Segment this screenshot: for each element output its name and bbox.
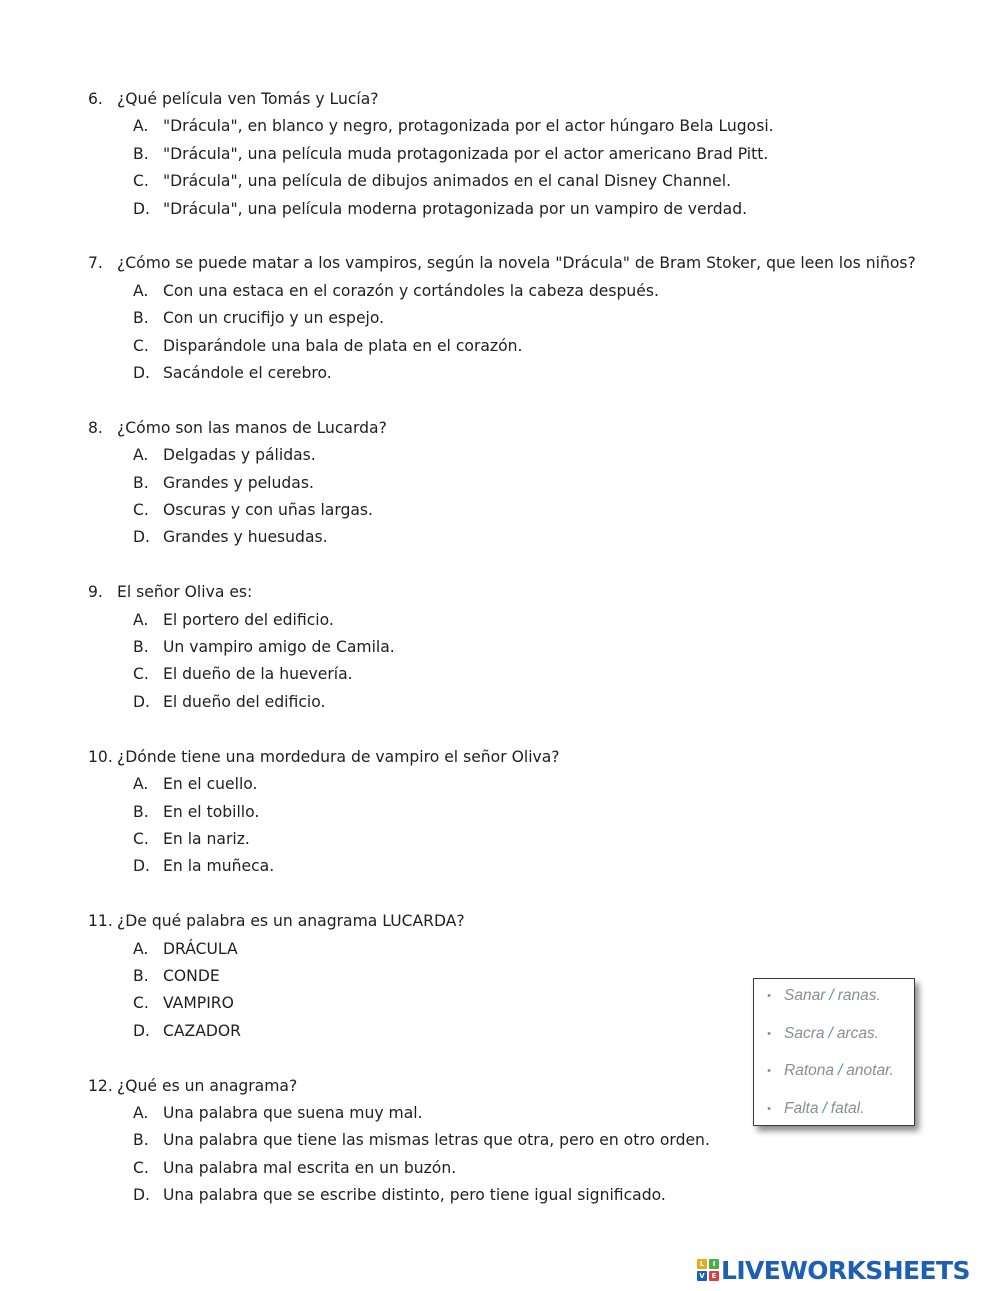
option-letter: B. [133, 802, 149, 821]
anagram-word: Sacra [784, 1024, 825, 1042]
option-letter: B. [133, 638, 149, 657]
anagram-example [754, 1062, 914, 1100]
option-letter: A. [133, 939, 149, 958]
question-number: 7. [88, 254, 103, 273]
anagram-word: Falta [784, 1099, 819, 1117]
option-letter: A. [133, 610, 149, 629]
option-letter: A. [133, 1103, 149, 1122]
option-letter: C. [133, 501, 149, 520]
anagram-result: fatal. [830, 1099, 865, 1117]
option-letter: D. [133, 857, 150, 876]
question-number: 11. [88, 912, 113, 931]
option-text: Con un crucifijo y un espejo. [163, 309, 385, 328]
question-row [88, 415, 948, 442]
option-letter: D. [133, 1186, 150, 1205]
option-text: Grandes y peludas. [163, 473, 314, 492]
question-block [88, 579, 948, 716]
option-letter: A. [133, 117, 149, 136]
option-text: CONDE [163, 966, 220, 985]
option-letter: C. [133, 994, 149, 1013]
logo-text: LIVEWORKSHEETS [721, 1255, 970, 1285]
question-block [88, 250, 948, 387]
anagram-result: anotar. [846, 1062, 894, 1079]
question-row [88, 250, 948, 277]
option-letter: D. [133, 692, 150, 711]
logo-mark-square: V [697, 1271, 707, 1281]
option-letter: B. [133, 1131, 149, 1150]
option-letter: C. [133, 1158, 149, 1177]
question-number: 9. [88, 583, 103, 602]
answer-option[interactable] [88, 661, 948, 688]
question-text: ¿Qué película ven Tomás y Lucía? [117, 90, 379, 108]
option-letter: A. [133, 281, 149, 300]
answer-option[interactable] [88, 360, 948, 387]
answer-option[interactable] [88, 442, 948, 469]
bullet-icon: • [767, 990, 771, 1002]
question-row [88, 86, 948, 113]
answer-option[interactable] [88, 333, 948, 360]
answer-option[interactable] [88, 689, 948, 716]
liveworksheets-logo [697, 1255, 970, 1285]
option-text: Delgadas y pálidas. [163, 446, 316, 465]
option-text: Grandes y huesudas. [163, 528, 328, 547]
answer-option[interactable] [88, 799, 948, 826]
answer-option[interactable] [88, 278, 948, 305]
anagram-slash: / [828, 1024, 833, 1042]
question-text: ¿Cómo se puede matar a los vampiros, según la novela "Drácula" de Bram Stoker, que leen los niños? [117, 254, 916, 273]
answer-option[interactable] [88, 634, 948, 661]
bullet-icon: • [767, 1027, 771, 1040]
question-number: 12. [88, 1076, 113, 1095]
answer-option[interactable] [88, 470, 948, 497]
anagram-examples-box [753, 978, 915, 1126]
option-letter: D. [133, 199, 150, 218]
anagram-result: ranas. [837, 987, 881, 1004]
option-letter: B. [133, 966, 149, 985]
option-text: En la muñeca. [163, 857, 275, 876]
question-row [88, 579, 948, 606]
logo-mark-square: L [697, 1259, 707, 1269]
option-letter: B. [133, 473, 149, 492]
option-text: El dueño de la huevería. [163, 665, 353, 684]
option-text: Una palabra que se escribe distinto, pero tiene igual significado. [163, 1186, 666, 1205]
option-text: Un vampiro amigo de Camila. [163, 638, 395, 657]
question-row [88, 908, 948, 935]
question-block [88, 415, 948, 552]
anagram-example [754, 1025, 914, 1063]
answer-option[interactable] [88, 936, 948, 963]
answer-option[interactable] [88, 771, 948, 798]
option-letter: D. [133, 1021, 150, 1040]
anagram-result: arcas. [836, 1024, 880, 1042]
option-text: En el tobillo. [163, 802, 260, 821]
option-text: Una palabra que suena muy mal. [163, 1103, 423, 1122]
option-text: "Drácula", en blanco y negro, protagonizada por el actor húngaro Bela Lugosi. [163, 117, 774, 136]
option-letter: D. [133, 528, 150, 547]
option-letter: A. [133, 775, 149, 794]
anagram-slash: / [837, 1062, 843, 1079]
option-text: Una palabra que tiene las mismas letras que otra, pero en otro orden. [163, 1131, 710, 1150]
logo-mark-square: E [709, 1271, 719, 1281]
option-letter: D. [133, 364, 150, 383]
anagram-example [754, 987, 914, 1025]
option-text: "Drácula", una película moderna protagonizada por un vampiro de verdad. [163, 199, 748, 218]
answer-option[interactable] [88, 524, 948, 551]
anagram-word: Sanar [784, 987, 826, 1004]
option-text: Sacándole el cerebro. [163, 364, 332, 383]
logo-mark-icon [697, 1259, 719, 1281]
option-text: "Drácula", una película de dibujos animados en el canal Disney Channel. [163, 172, 732, 191]
option-text: Una palabra mal escrita en un buzón. [163, 1158, 457, 1177]
option-text: "Drácula", una película muda protagonizada por el actor americano Brad Pitt. [163, 144, 769, 163]
anagram-slash: / [829, 987, 834, 1004]
question-block [88, 86, 948, 223]
option-letter: C. [133, 829, 149, 848]
option-text: CAZADOR [163, 1021, 242, 1040]
answer-option[interactable] [88, 853, 948, 880]
question-number: 8. [88, 418, 103, 437]
option-text: El dueño del edificio. [163, 692, 326, 711]
answer-option[interactable] [88, 196, 948, 223]
question-text: El señor Oliva es: [117, 583, 253, 602]
option-letter: A. [133, 446, 149, 465]
option-letter: C. [133, 336, 149, 355]
bullet-icon: • [767, 1102, 771, 1115]
option-text: En el cuello. [163, 775, 258, 794]
answer-option[interactable] [88, 1182, 948, 1209]
answer-option[interactable] [88, 305, 948, 332]
option-letter: B. [133, 144, 149, 163]
anagram-example [754, 1100, 914, 1138]
answer-option[interactable] [88, 826, 948, 853]
answer-option[interactable] [88, 168, 948, 195]
option-letter: B. [133, 309, 149, 328]
answer-option[interactable] [88, 113, 948, 140]
question-row [88, 744, 948, 771]
anagram-slash: / [822, 1099, 827, 1117]
answer-option[interactable] [88, 141, 948, 168]
option-text: Oscuras y con uñas largas. [163, 501, 374, 520]
question-text: ¿Cómo son las manos de Lucarda? [117, 418, 387, 437]
option-text: En la nariz. [163, 829, 250, 848]
answer-option[interactable] [88, 497, 948, 524]
question-block [88, 744, 948, 881]
option-text: Disparándole una bala de plata en el corazón. [163, 336, 523, 355]
option-letter: C. [133, 172, 149, 191]
option-text: DRÁCULA [163, 939, 238, 958]
option-text: Con una estaca en el corazón y cortándoles la cabeza después. [163, 281, 659, 300]
bullet-icon: • [767, 1065, 771, 1077]
option-text: El portero del edificio. [163, 610, 334, 629]
question-text: ¿Dónde tiene una mordedura de vampiro el señor Oliva? [117, 747, 560, 766]
option-letter: C. [133, 665, 149, 684]
answer-option[interactable] [88, 1155, 948, 1182]
answer-option[interactable] [88, 607, 948, 634]
question-number: 10. [88, 747, 113, 766]
option-text: VAMPIRO [163, 994, 234, 1013]
question-text: ¿De qué palabra es un anagrama LUCARDA? [117, 912, 465, 931]
question-number: 6. [88, 90, 103, 108]
question-text: ¿Qué es un anagrama? [117, 1076, 298, 1095]
anagram-word: Ratona [784, 1062, 834, 1079]
logo-mark-square: I [709, 1259, 719, 1269]
